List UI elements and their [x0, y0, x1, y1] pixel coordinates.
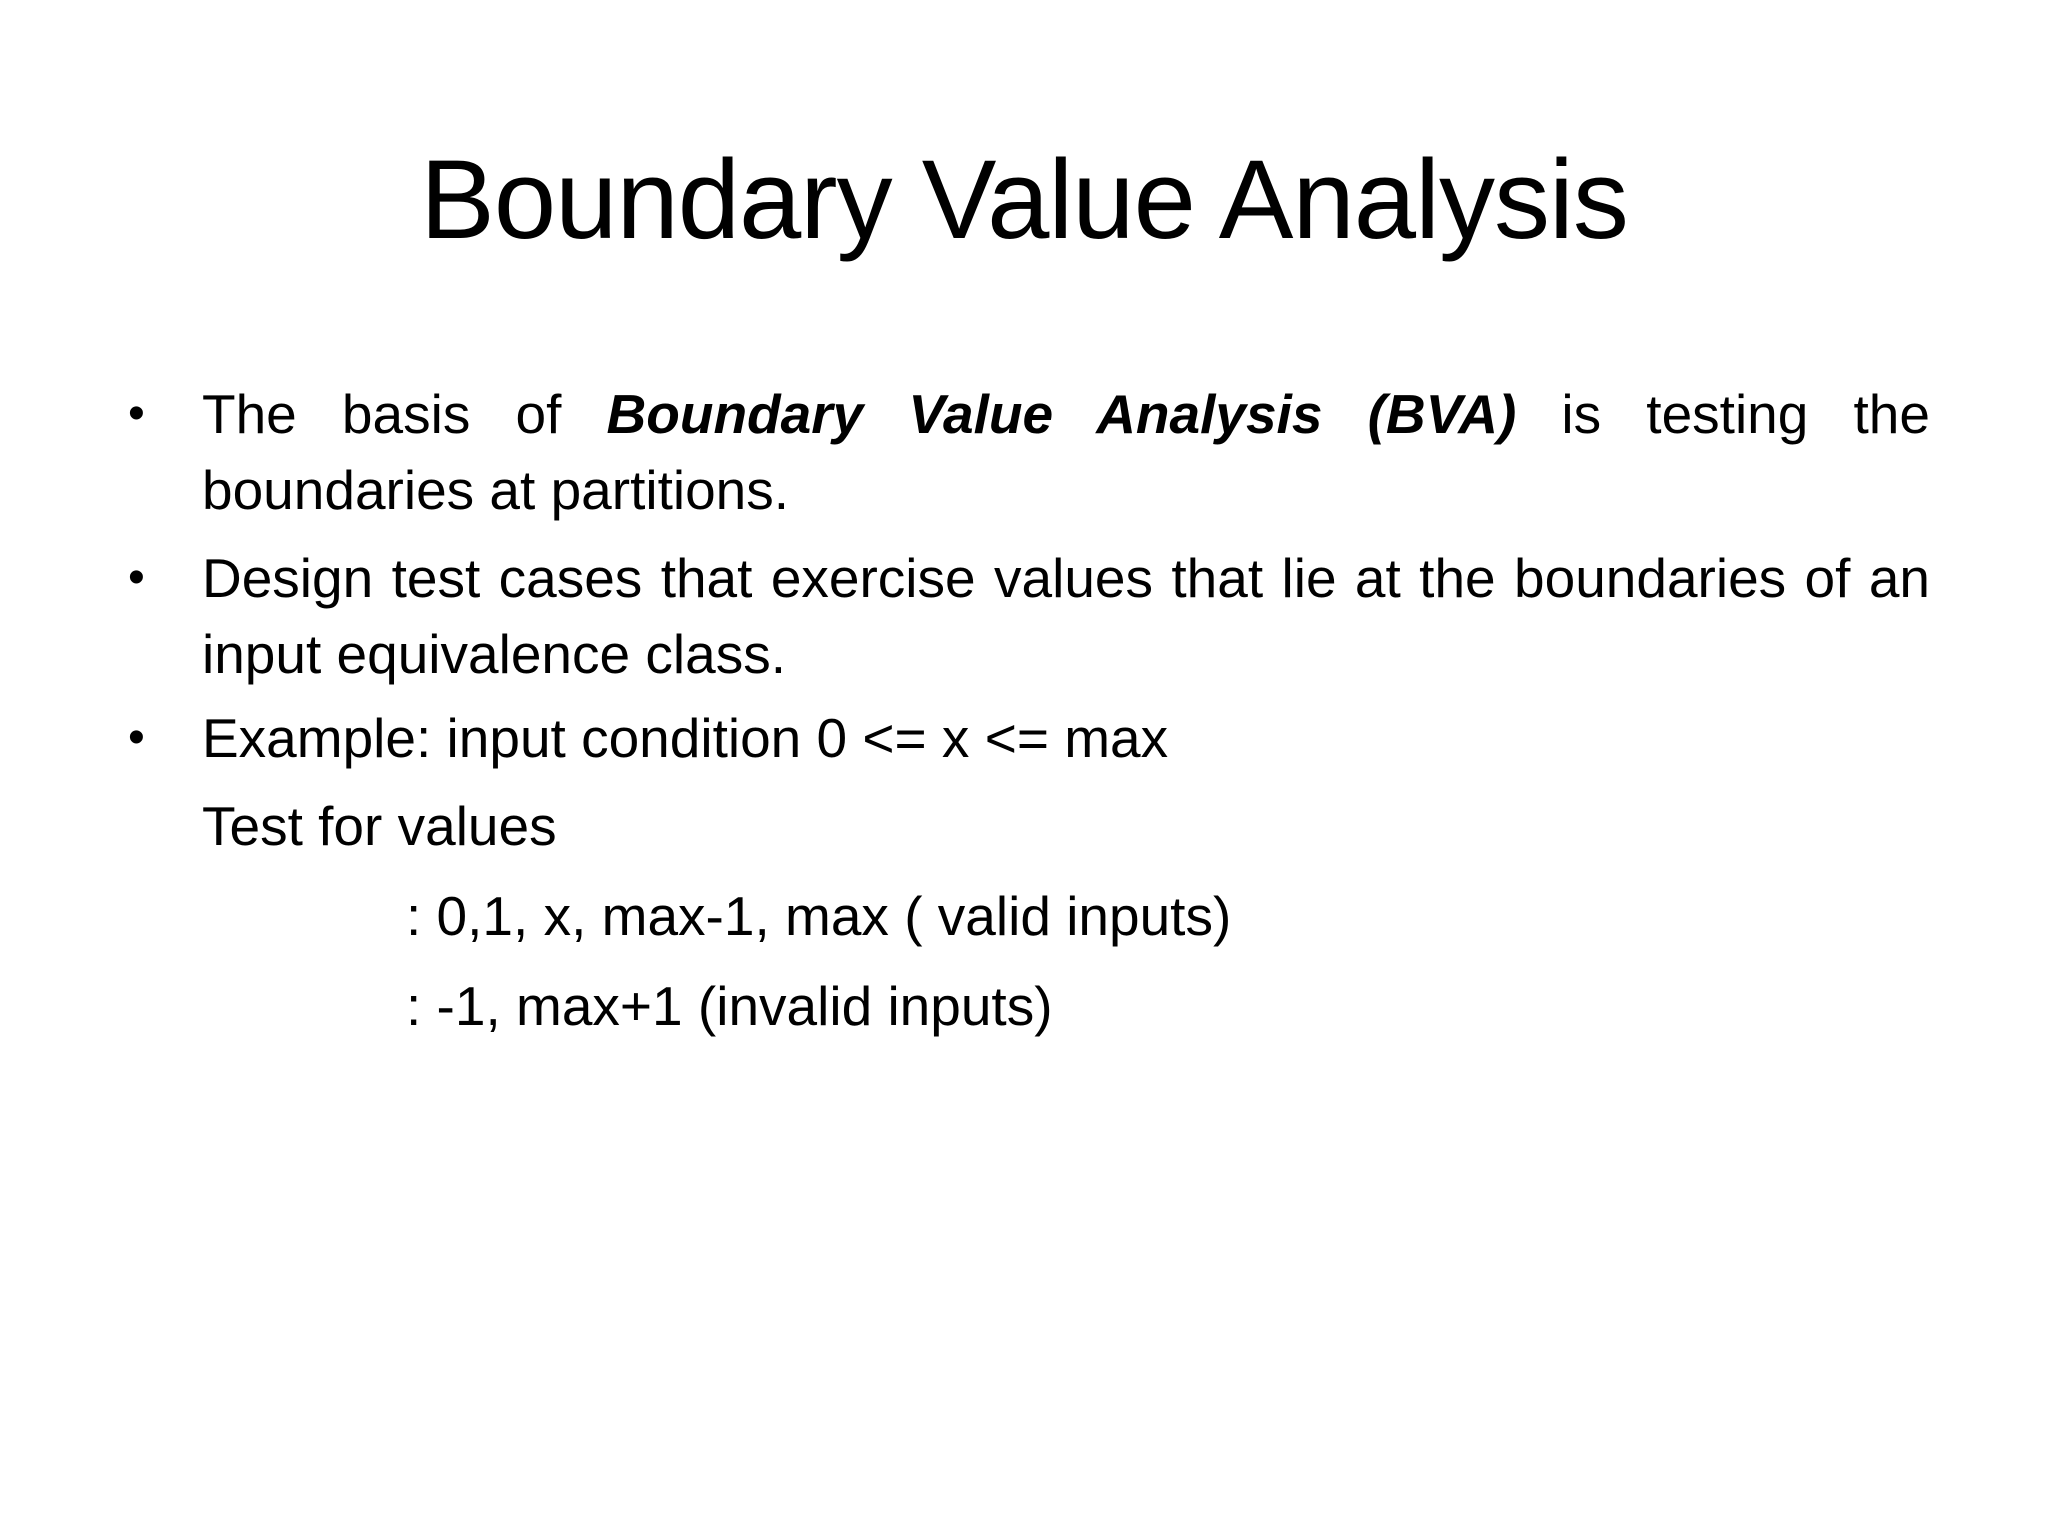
bullet-item-design-test-cases: Design test cases that exercise values that lie at the boundaries of an input equivalence class. — [202, 547, 1930, 685]
bullet-marker: • — [128, 711, 145, 764]
bullet-marker: • — [128, 551, 145, 604]
bullet-text-suffix: is testing the boundaries at partitions. — [202, 383, 1930, 521]
test-values-valid: : 0,1, x, max-1, max ( valid inputs) — [406, 885, 1232, 947]
bullet-item-example: Example: input condition 0 <= x <= max — [202, 707, 1169, 769]
slide-title: Boundary Value Analysis — [420, 137, 1628, 262]
test-values-invalid: : -1, max+1 (invalid inputs) — [406, 975, 1053, 1037]
test-values-intro: Test for values — [202, 795, 557, 857]
bullet-text-prefix: The basis of — [202, 383, 607, 445]
bullet-text-emphasis: Boundary Value Analysis (BVA) — [606, 383, 1517, 445]
bullet-item-bva-basis — [202, 376, 1930, 528]
bullet-marker: • — [128, 387, 145, 440]
